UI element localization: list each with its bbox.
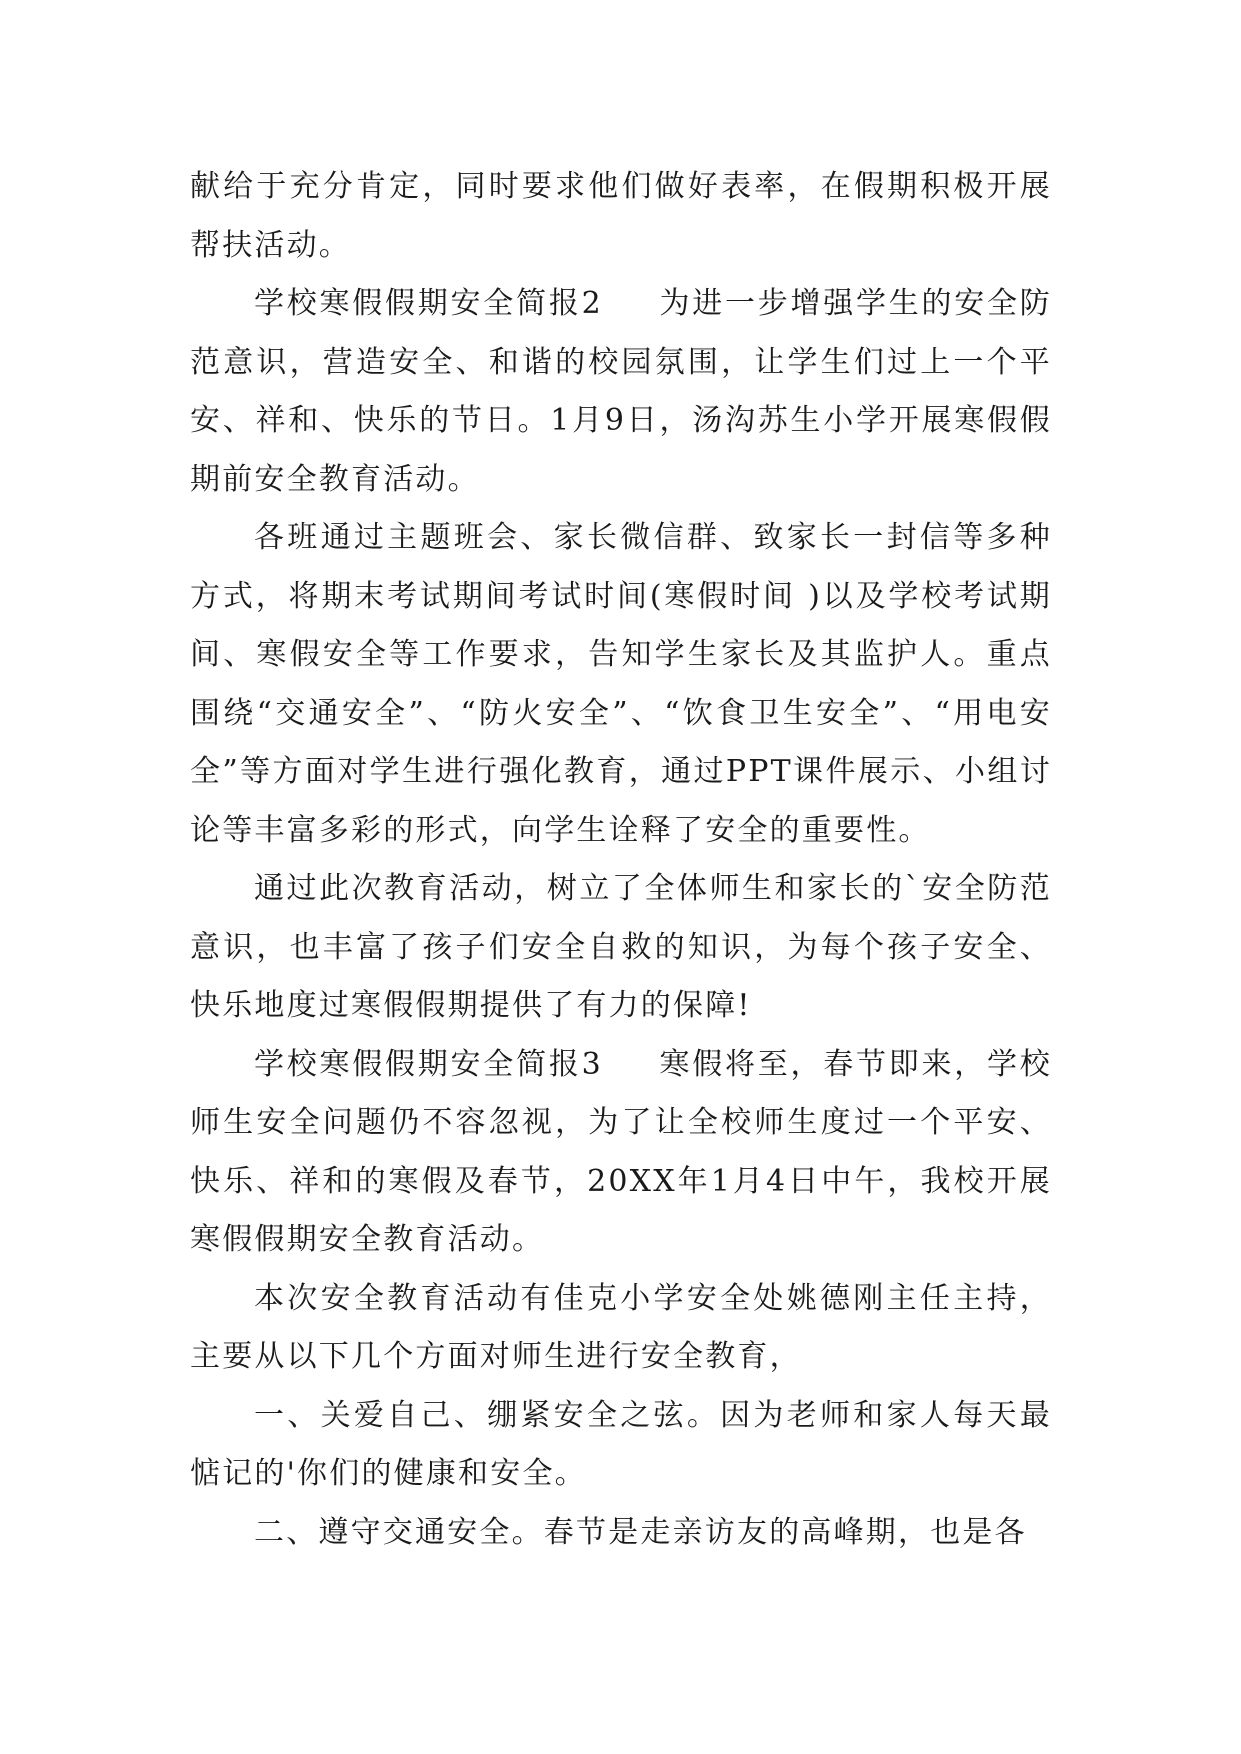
paragraph-text: 为进一步增强学生的安全防范意识，营造安全、和谐的校园氛围，让学生们过上一个平安、祥和、快乐的节日。1月9日，汤沟苏生小学开展寒假假期前安全教育活动。: [190, 286, 1052, 497]
section-heading: 学校寒假假期安全简报3: [254, 1046, 603, 1082]
paragraph-4: [190, 860, 1052, 1036]
paragraph-text: 二、遵守交通安全。春节是走亲访友的高峰期，也是各: [254, 1514, 1027, 1550]
paragraph-text: 通过此次教育活动，树立了全体师生和家长的`安全防范意识，也丰富了孩子们安全自救的知识，为每个孩子安全、快乐地度过寒假假期提供了有力的保障!: [190, 871, 1052, 1023]
paragraph-5: [190, 1036, 1052, 1270]
section-heading: 学校寒假假期安全简报2: [254, 286, 603, 321]
paragraph-6: [190, 1270, 1052, 1387]
paragraph-1: [190, 158, 1052, 275]
paragraph-8: [190, 1504, 1052, 1563]
paragraph-2: [190, 275, 1052, 509]
paragraph-7: [190, 1387, 1052, 1504]
document-body: [190, 158, 1052, 1562]
paragraph-text: 献给于充分肯定，同时要求他们做好表率，在假期积极开展帮扶活动。: [190, 169, 1052, 263]
paragraph-text: 各班通过主题班会、家长微信群、致家长一封信等多种方式，将期末考试期间考试时间(寒假时间 )以及学校考试期间、寒假安全等工作要求，告知学生家长及其监护人。重点围绕“交通安全”、“防火安全”、“饮食卫生安全”、“用电安全”等方面对学生进行强化教育，通过PPT课件展示、小组讨论等丰富多彩的形式，向学生诠释了安全的重要性。: [190, 520, 1052, 848]
paragraph-text: 本次安全教育活动有佳克小学安全处姚德刚主任主持，主要从以下几个方面对师生进行安全教育，: [190, 1280, 1052, 1374]
paragraph-3: [190, 509, 1052, 860]
paragraph-text: 寒假将至，春节即来，学校师生安全问题仍不容忽视，为了让全校师生度过一个平安、快乐、祥和的寒假及春节，20XX年1月4日中午，我校开展寒假假期安全教育活动。: [190, 1046, 1052, 1257]
paragraph-text: 一、关爱自己、绷紧安全之弦。因为老师和家人每天最惦记的'你们的健康和安全。: [190, 1397, 1052, 1491]
